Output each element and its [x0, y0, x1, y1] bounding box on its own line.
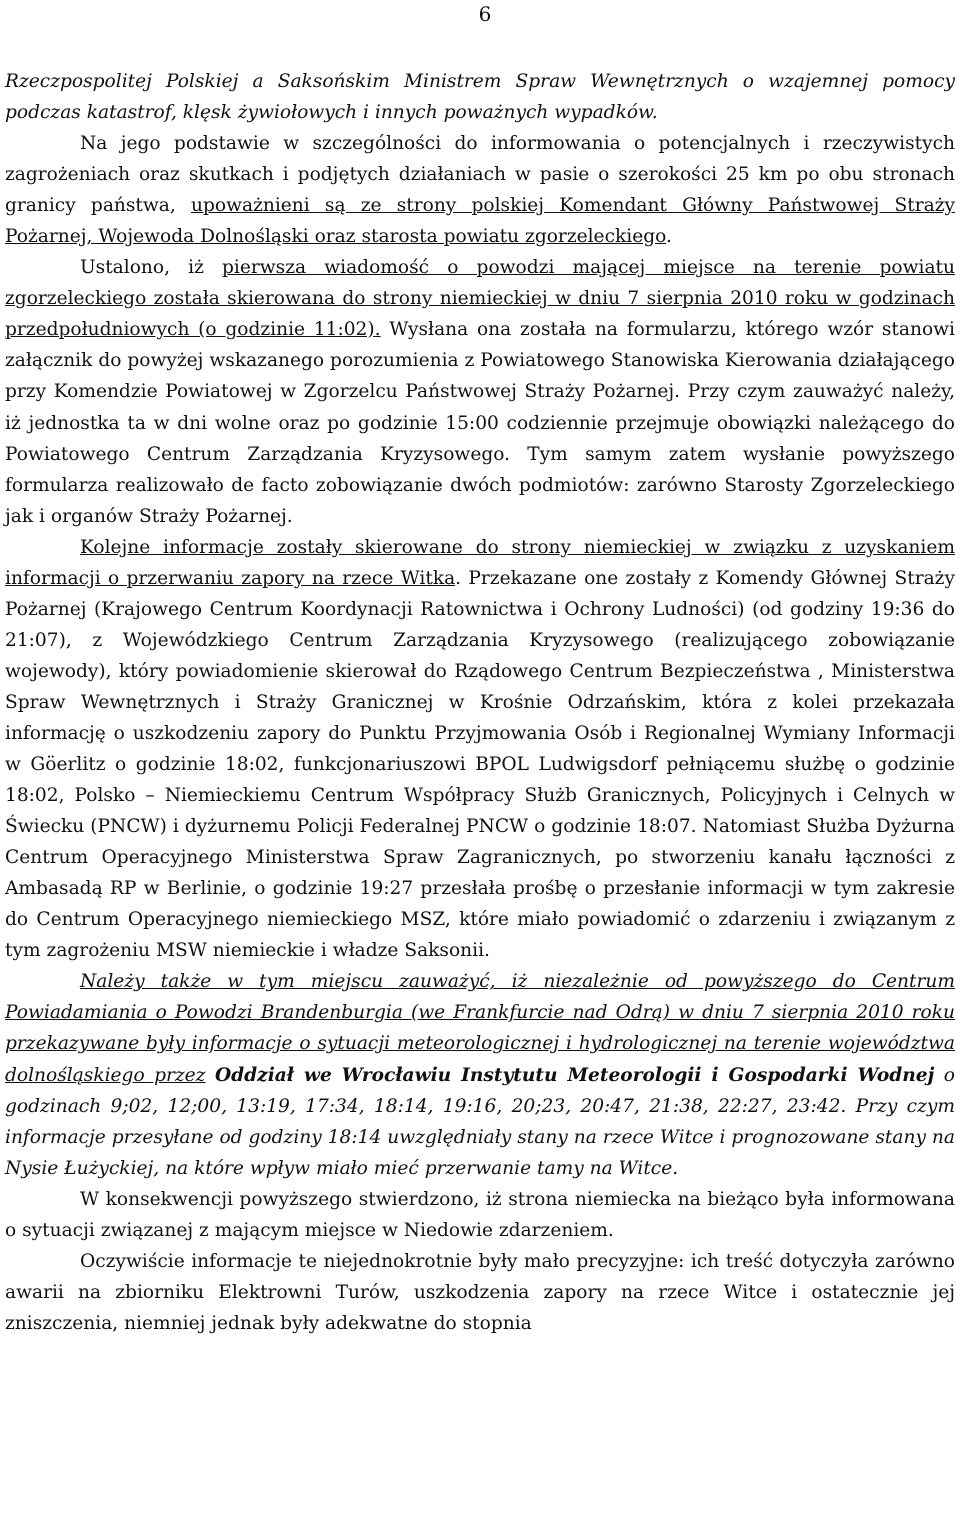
paragraph-dam-breach-info — [5, 532, 955, 967]
underlined-text: upoważnieni są ze strony polskiej Komendant Główny Państwowej Straży Pożarnej, Wojewoda Dolnośląski oraz starosta powiatu zgorzeleckiego — [5, 195, 955, 248]
underlined-italic-text: Należy także w tym miejscu zauważyć, iż niezależnie od powyższego do Centrum Powiadamiania o Powodzi Brandenburgia (we Frankfurcie nad Odrą) w dniu 7 sierpnia 2010 roku przekazywane były informacje o sytuacji meteorologicznej i hydrologicznej na terenie województwa dolnośląskiego przez — [5, 971, 955, 1086]
paragraph-imgw-info — [5, 966, 955, 1183]
text-run: . Przekazane one zostały z Komendy Głównej Straży Pożarnej (Krajowego Centrum Koordynacji Ratownictwa i Ochrony Ludności) (od godziny 19:36 do 21:07), z Wojewódzkiego Centrum Zarządzania Kryzysowego (realizującego zobowiązanie wojewody), który powiadomienie skierował do Rządowego Centrum Bezpieczeństwa , Ministerstwa Spraw Wewnętrznych i Straży Granicznej w Krośnie Odrzańskim, która z kolei przekazała informację o uszkodzeniu zapory do Punktu Przyjmowania Osób i Regionalnej Wymiany Informacji w Göerlitz o godzinie 18:02, funkcjonariuszowi BPOL Ludwigsdorf pełniącemu służbę o godzinie 18:02, Polsko – Niemieckiemu Centrum Współpracy Służb Granicznych, Policyjnych i Celnych w Świecku (PNCW) i dyżurnemu Policji Federalnej PNCW o godzinie 18:07. Natomiast Służba Dyżurna Centrum Operacyjnego Ministerstwa Spraw Zagranicznych, po stworzeniu kanału łączności z Ambasadą RP w Berlinie, o godzinie 19:27 przesłała prośbę o przesłanie informacji w tym zakresie do Centrum Operacyjnego niemieckiego MSZ, które miało powiadomić o zdarzeniu i związanym z tym zagrożeniu MSW niemieckie i władze Saksonii. — [5, 567, 955, 962]
underlined-text: Kolejne informacje zostały skierowane do strony niemieckiej w związku z uzyskaniem informacji o przerwaniu zapory na rzece Witka — [5, 536, 955, 589]
text-run: . — [665, 226, 672, 248]
agreement-title-text: Rzeczpospolitej Polskiej a Saksońskim Ministrem Spraw Wewnętrznych o wzajemnej pomocy podczas katastrof, klęsk żywiołowych i innych poważnych wypadków. — [5, 71, 955, 124]
text-run: Na jego podstawie w szczególności do informowania o potencjalnych i rzeczywistych zagrożeniach oraz skutkach i podjętych działaniach w pasie o szerokości 25 km po obu stronach granicy państwa, — [5, 133, 955, 217]
document-body — [5, 66, 955, 1339]
bold-italic-text: Oddział we Wrocławiu Instytutu Meteorologii i Gospodarki Wodnej — [214, 1064, 935, 1086]
paragraph-first-message — [5, 252, 955, 531]
text-run — [205, 1065, 214, 1086]
paragraph-agreement-title — [5, 66, 955, 128]
paragraph-precision-note — [5, 1246, 955, 1339]
paragraph-conclusion — [5, 1184, 955, 1246]
italic-text: o godzinach 9;02, 12;00, 13:19, 17:34, 18:14, 19:16, 20;23, 20:47, 21:38, 22:27, 23:42. Przy czym informacje przesyłane od godziny 18:14 uwzględniały stany na rzece Witce i prognozowane stany na Nysie Łużyckiej, na które wpływ miało mieć przerwanie tamy na Witce. — [5, 1064, 955, 1179]
paragraph-information-duties — [5, 128, 955, 252]
text-run: W konsekwencji powyższego stwierdzono, iż strona niemiecka na bieżąco była informowana o sytuacji związanej z mającym miejsce w Niedowie zdarzeniem. — [5, 1188, 955, 1241]
text-run: Ustalono, iż — [80, 257, 223, 279]
underlined-text: pierwsza wiadomość o powodzi mającej miejsce na terenie powiatu zgorzeleckiego została skierowana do strony niemieckiej w dniu 7 sierpnia 2010 roku w godzinach przedpołudniowych (o godzinie 11:02). — [5, 257, 955, 341]
page-number: 6 — [478, 2, 492, 26]
text-run: Oczywiście informacje te niejednokrotnie były mało precyzyjne: ich treść dotyczyła zarówno awarii na zbiorniku Elektrowni Turów, uszkodzenia zapory na rzece Witce i ostatecznie jej zniszczenia, niemniej jednak były adekwatne do stopnia — [5, 1250, 955, 1334]
text-run: Wysłana ona została na formularzu, którego wzór stanowi załącznik do powyżej wskazanego porozumienia z Powiatowego Stanowiska Kierowania działającego przy Komendzie Powiatowej w Zgorzelcu Państwowej Straży Pożarnej. Przy czym zauważyć należy, iż jednostka ta w dni wolne oraz po godzinie 15:00 codziennie przejmuje obowiązki należącego do Powiatowego Centrum Zarządzania Kryzysowego. Tym samym zatem wysłanie powyższego formularza realizowało de facto zobowiązanie dwóch podmiotów: zarówno Starosty Zgorzeleckiego jak i organów Straży Pożarnej. — [5, 319, 955, 527]
